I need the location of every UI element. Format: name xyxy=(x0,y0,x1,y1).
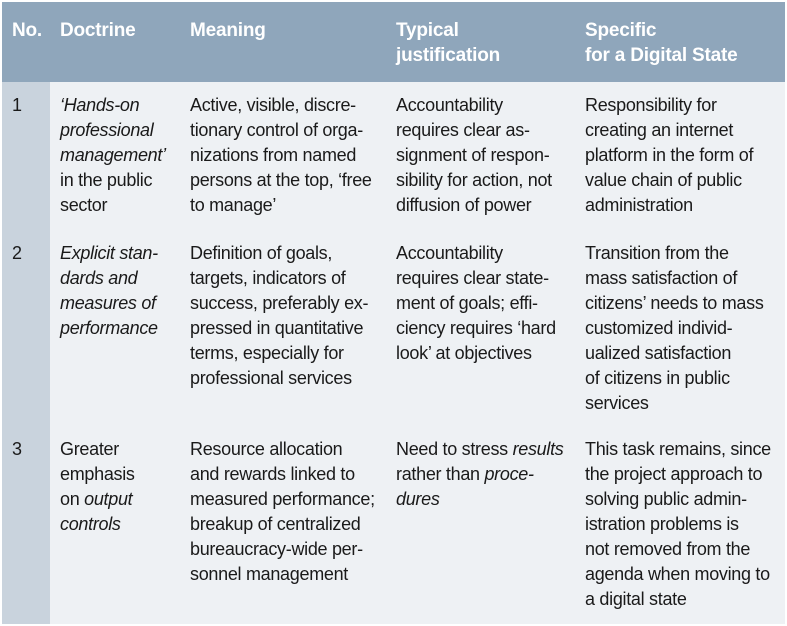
justification-line: Accountability xyxy=(396,243,503,263)
specific-cell xyxy=(585,241,764,416)
doctrine-word: on xyxy=(60,489,80,509)
justification-line: dures xyxy=(396,489,440,509)
justification-line: ment of goals; effi- xyxy=(396,293,538,313)
doctrine-line: Greater xyxy=(60,439,119,459)
header-doctrine-label: Doctrine xyxy=(60,20,136,41)
meaning-line: nizations from named xyxy=(190,145,357,165)
row-number: 2 xyxy=(12,243,23,263)
specific-line: services xyxy=(585,393,649,413)
specific-cell xyxy=(585,437,771,612)
meaning-line: Active, visible, discre- xyxy=(190,95,356,115)
justification-line: diffusion of power xyxy=(396,195,532,215)
specific-line: platform in the form of xyxy=(585,145,754,165)
doctrine-cell xyxy=(60,93,166,218)
meaning-line: bureaucracy-wide per- xyxy=(190,539,363,559)
specific-line: Transition from the xyxy=(585,243,729,263)
justification-line xyxy=(396,437,563,462)
doctrine-line: emphasis xyxy=(60,464,135,484)
specific-cell xyxy=(585,93,753,218)
header-specific-line: for a Digital State xyxy=(585,45,738,66)
doctrine-line: performance xyxy=(60,318,158,338)
meaning-line: persons at the top, ‘free xyxy=(190,170,372,190)
row-number: 3 xyxy=(12,439,23,459)
justification-line: Accountability xyxy=(396,95,503,115)
doctrine-cell xyxy=(60,437,135,537)
doctrine-line: measures of xyxy=(60,293,156,313)
justification-line: signment of respon- xyxy=(396,145,550,165)
specific-line: mass satisfaction of xyxy=(585,268,738,288)
meaning-cell xyxy=(190,241,368,391)
doctrine-line: sector xyxy=(60,195,108,215)
justification-cell xyxy=(396,437,563,512)
header-no-label: No. xyxy=(12,20,43,41)
meaning-line: Resource allocation xyxy=(190,439,343,459)
meaning-line: pressed in quantitative xyxy=(190,318,364,338)
specific-line: of citizens in public xyxy=(585,368,730,388)
meaning-cell xyxy=(190,93,372,218)
specific-line: creating an internet xyxy=(585,120,734,140)
doctrine-line: controls xyxy=(60,514,121,534)
meaning-line: terms, especially for xyxy=(190,343,344,363)
meaning-line: breakup of centralized xyxy=(190,514,361,534)
meaning-line: professional services xyxy=(190,368,352,388)
header-meaning-label: Meaning xyxy=(190,20,266,41)
specific-line: the project approach to xyxy=(585,464,763,484)
specific-line: istration problems is xyxy=(585,514,739,534)
meaning-line: tionary control of orga- xyxy=(190,120,363,140)
justification-word: rather than xyxy=(396,464,480,484)
doctrine-line: ‘Hands-on xyxy=(60,95,140,115)
meaning-line: and rewards linked to xyxy=(190,464,355,484)
specific-line: agenda when moving to xyxy=(585,564,770,584)
meaning-line: measured performance; xyxy=(190,489,375,509)
doctrine-table xyxy=(2,2,785,624)
justification-line: look’ at objectives xyxy=(396,343,532,363)
doctrine-line: Explicit stan- xyxy=(60,243,158,263)
specific-line: customized individ- xyxy=(585,318,733,338)
row-number: 1 xyxy=(12,95,23,115)
justification-word: results xyxy=(512,439,564,459)
header-justification-line: justification xyxy=(396,45,501,66)
specific-line: citizens’ needs to mass xyxy=(585,293,764,313)
specific-line: not removed from the xyxy=(585,539,751,559)
header-justification-line: Typical xyxy=(396,20,459,41)
specific-line: value chain of public xyxy=(585,170,742,190)
doctrine-cell xyxy=(60,241,158,341)
meaning-line: to manage’ xyxy=(190,195,277,215)
specific-line: a digital state xyxy=(585,589,687,609)
justification-cell xyxy=(396,241,556,366)
header-doctrine xyxy=(60,18,135,43)
meaning-cell xyxy=(190,437,375,587)
justification-word: Need to stress xyxy=(396,439,508,459)
header-specific-line: Specific xyxy=(585,20,657,41)
doctrine-line: in the public xyxy=(60,170,153,190)
justification-line: requires clear state- xyxy=(396,268,549,288)
header-specific xyxy=(585,18,737,68)
justification-line: sibility for action, not xyxy=(396,170,552,190)
justification-line: requires clear as- xyxy=(396,120,530,140)
header-no xyxy=(12,18,42,43)
justification-line xyxy=(396,462,563,487)
specific-line: ualized satisfaction xyxy=(585,343,732,363)
justification-word: proce- xyxy=(484,464,534,484)
meaning-line: sonnel management xyxy=(190,564,349,584)
meaning-line: success, preferably ex- xyxy=(190,293,369,313)
doctrine-word: output xyxy=(84,489,133,509)
header-meaning xyxy=(190,18,266,43)
doctrine-line xyxy=(60,487,135,512)
justification-cell xyxy=(396,93,552,218)
meaning-line: Definition of goals, xyxy=(190,243,333,263)
meaning-line: targets, indicators of xyxy=(190,268,346,288)
specific-line: solving public admin- xyxy=(585,489,747,509)
number-column-band xyxy=(2,82,50,624)
specific-line: administration xyxy=(585,195,693,215)
doctrine-line: management’ xyxy=(60,145,166,165)
doctrine-line: professional xyxy=(60,120,154,140)
specific-line: This task remains, since xyxy=(585,439,771,459)
doctrine-line: dards and xyxy=(60,268,138,288)
specific-line: Responsibility for xyxy=(585,95,717,115)
justification-line: ciency requires ‘hard xyxy=(396,318,556,338)
header-justification xyxy=(396,18,500,68)
